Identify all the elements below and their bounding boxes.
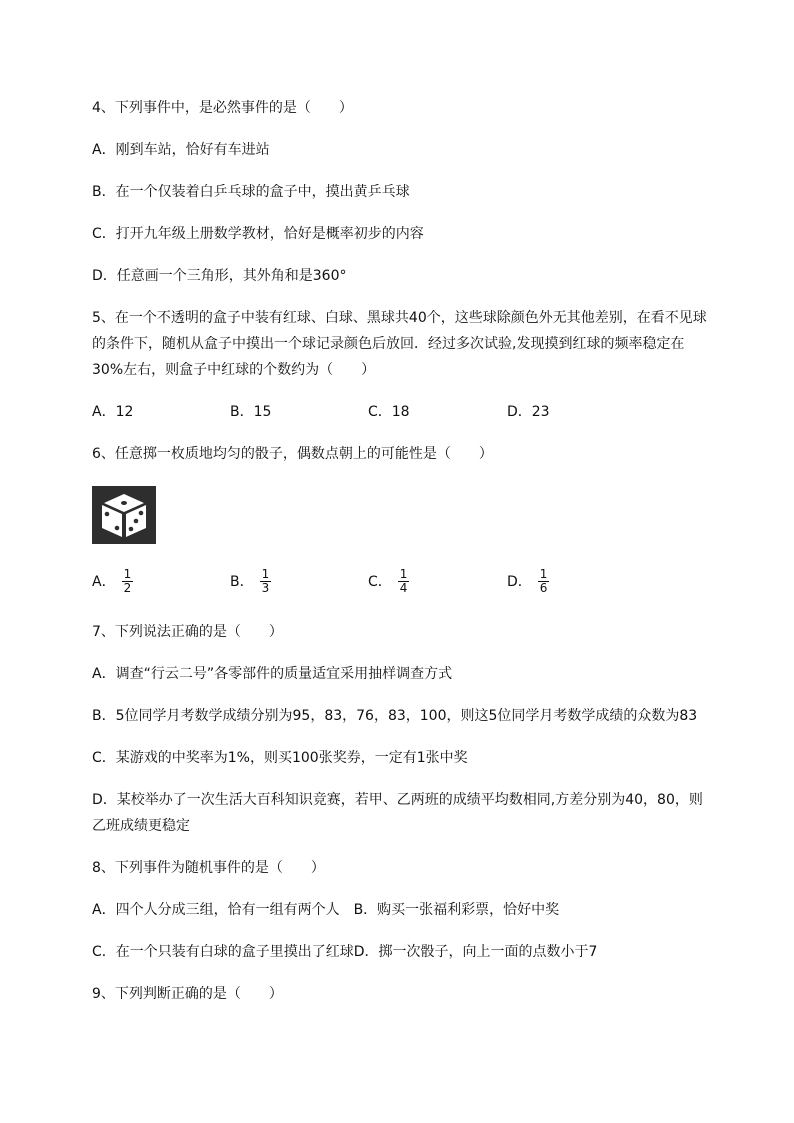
q8-stem: 8、下列事件为随机事件的是（ ） [92, 860, 325, 876]
fraction-denominator: 3 [261, 581, 270, 595]
q7-option-d-line1: D．某校举办了一次生活大百科知识竞赛，若甲、乙两班的成绩平均数相同,方差分别为40，80，则 [92, 792, 703, 808]
q7-option-d-line2: 乙班成绩更稳定 [92, 818, 190, 834]
q6-stem: 6、任意掷一枚质地均匀的骰子，偶数点朝上的可能性是（ ） [92, 446, 493, 462]
fraction-denominator: 4 [399, 581, 408, 595]
q5-option-b: B．15 [230, 404, 272, 420]
q6-option-c [368, 568, 409, 595]
q5-stem-line1: 5、在一个不透明的盒子中装有红球、白球、黑球共40个，这些球除颜色外无其他差别，在看不见球 [92, 310, 707, 326]
q4-option-a: A．刚到车站，恰好有车进站 [92, 142, 270, 158]
q5-option-d: D．23 [507, 404, 550, 420]
fraction [398, 568, 410, 595]
fraction-numerator: 1 [539, 567, 548, 581]
fraction-denominator: 6 [539, 581, 548, 595]
q7-stem: 7、下列说法正确的是（ ） [92, 624, 283, 640]
q4-option-c: C．打开九年级上册数学教材，恰好是概率初步的内容 [92, 226, 424, 242]
q5-stem-line2: 的条件下，随机从盒子中摸出一个球记录颜色后放回．经过多次试验,发现摸到红球的频率稳定在 [92, 336, 685, 352]
q8-option-a: A．四个人分成三组，恰有一组有两个人 [92, 902, 340, 918]
q5-option-a: A．12 [92, 404, 134, 420]
q6-options [92, 568, 652, 604]
fraction [538, 568, 550, 595]
q6-option-d-label: D． [507, 573, 532, 590]
fraction-numerator: 1 [399, 567, 408, 581]
fraction-numerator: 1 [261, 567, 270, 581]
q5-stem-line3: 30%左右，则盒子中红球的个数约为（ ） [92, 362, 376, 378]
fraction-numerator: 1 [123, 567, 132, 581]
q8-options-row1 [92, 900, 559, 920]
q7-option-a: A．调查“行云二号”各零部件的质量适宜采用抽样调查方式 [92, 666, 453, 682]
fraction-denominator: 2 [123, 581, 132, 595]
q4-option-b: B．在一个仅装着白乒乓球的盒子中，摸出黄乒乓球 [92, 184, 410, 200]
q5-option-c: C．18 [368, 404, 410, 420]
q4-stem: 4、下列事件中，是必然事件的是（ ） [92, 100, 353, 116]
q8-options-row2 [92, 942, 597, 962]
q8-option-b: B．购买一张福利彩票，恰好中奖 [353, 902, 560, 918]
dice-icon [92, 486, 156, 544]
q6-option-c-label: C． [368, 573, 392, 590]
q8-option-d: D．掷一次骰子，向上一面的点数小于7 [353, 944, 598, 960]
q7-option-c: C．某游戏的中奖率为1%，则买100张奖券，一定有1张中奖 [92, 750, 468, 766]
q7-option-b: B．5位同学月考数学成绩分别为95，83，76，83，100，则这5位同学月考数学成绩的众数为83 [92, 708, 698, 724]
fraction [260, 568, 272, 595]
q5-options [92, 402, 652, 426]
fraction [122, 568, 134, 595]
q9-stem: 9、下列判断正确的是（ ） [92, 986, 283, 1002]
q6-option-a [92, 568, 133, 595]
q6-option-d [507, 568, 549, 595]
q4-option-d: D．任意画一个三角形，其外角和是360° [92, 268, 347, 284]
q6-option-a-label: A． [92, 573, 116, 590]
q6-option-b-label: B． [230, 573, 254, 590]
q8-option-c: C．在一个只装有白球的盒子里摸出了红球 [92, 944, 354, 960]
q6-option-b [230, 568, 271, 595]
